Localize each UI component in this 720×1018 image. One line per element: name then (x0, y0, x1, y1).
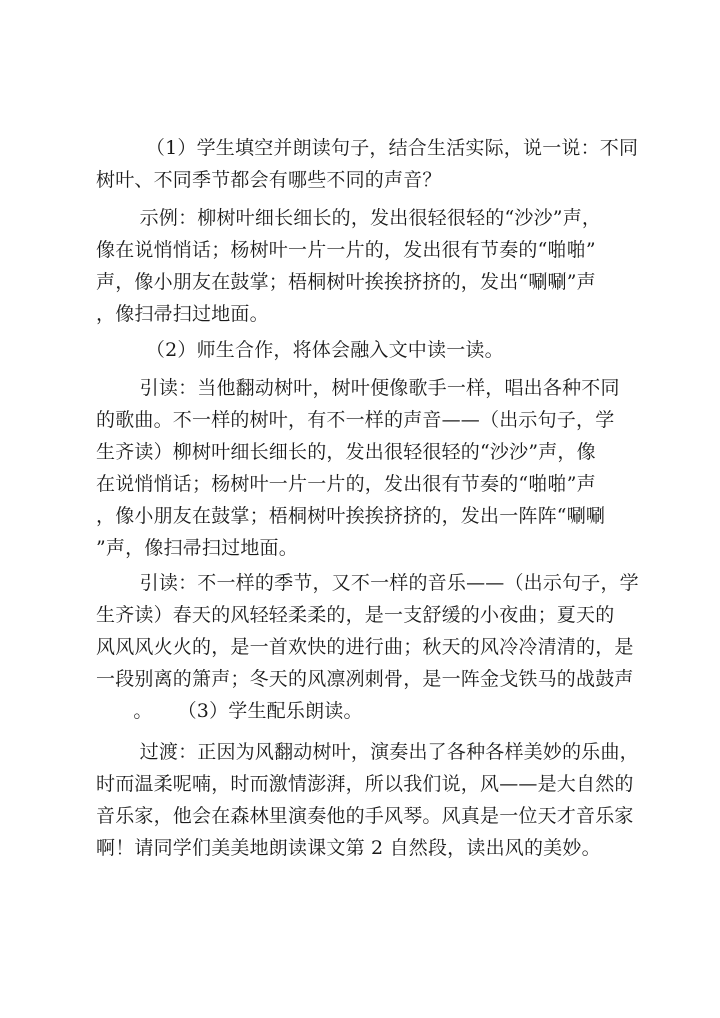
paragraph-1 (96, 132, 639, 196)
text-line: 音乐家，他会在森林里演奏他的手风琴。风真是一位天才音乐家 (96, 805, 634, 827)
text-line: 时而温柔呢喃，时而激情澎湃，所以我们说，风——是大自然的 (96, 773, 634, 795)
text-line: 啊！请同学们美美地朗读课文第 2 自然段，读出风的美妙。 (96, 837, 601, 859)
text-line: （2）师生合作，将体会融入文中读一读。 (96, 339, 504, 361)
paragraph-4 (96, 372, 636, 564)
text-line: 生齐读）柳树叶细长细长的，发出很轻很轻的“沙沙”声，像 (96, 441, 596, 463)
text-line: 。 （3）学生配乐朗读。 (96, 700, 363, 722)
paragraph-5 (96, 567, 639, 727)
text-line: 像在说悄悄话；杨树叶一片一片的，发出很有节奏的“啪啪” (96, 239, 596, 261)
paragraph-3 (96, 334, 636, 366)
text-line: 风风风火火的，是一首欢快的进行曲；秋天的风冷冷清清的，是 (96, 636, 634, 658)
text-line: 的歌曲。不一样的树叶，有不一样的声音——（出示句子，学 (96, 409, 615, 431)
text-line: 树叶、不同季节都会有哪些不同的声音？ (96, 169, 442, 191)
text-line: 引读：当他翻动树叶，树叶便像歌手一样，唱出各种不同 (96, 377, 620, 399)
paragraph-2 (96, 202, 636, 330)
text-line: 示例：柳树叶细长细长的，发出很轻很轻的“沙沙”声， (96, 207, 602, 229)
text-line: ，像小朋友在鼓掌；梧桐树叶挨挨挤挤的，发出一阵阵“唰唰 (96, 505, 606, 527)
text-line: ”声，像扫帚扫过地面。 (96, 537, 298, 559)
text-line: （1）学生填空并朗读句子，结合生活实际，说一说：不同 (96, 137, 639, 159)
text-line: 声，像小朋友在鼓掌；梧桐树叶挨挨挤挤的，发出“唰唰”声 (96, 271, 596, 293)
text-line: 在说悄悄话；杨树叶一片一片的，发出很有节奏的“啪啪”声 (96, 473, 596, 495)
paragraph-6 (96, 736, 639, 864)
text-line: 生齐读）春天的风轻轻柔柔的，是一支舒缓的小夜曲；夏天的 (96, 604, 615, 626)
text-line: 引读：不一样的季节，又不一样的音乐——（出示句子，学 (96, 572, 639, 594)
text-line: 过渡：正因为风翻动树叶，演奏出了各种各样美妙的乐曲， (96, 741, 639, 763)
text-line: ，像扫帚扫过地面。 (96, 303, 269, 325)
text-line: 一段别离的箫声；冬天的风凛冽刺骨，是一阵金戈铁马的战鼓声 (96, 668, 634, 690)
